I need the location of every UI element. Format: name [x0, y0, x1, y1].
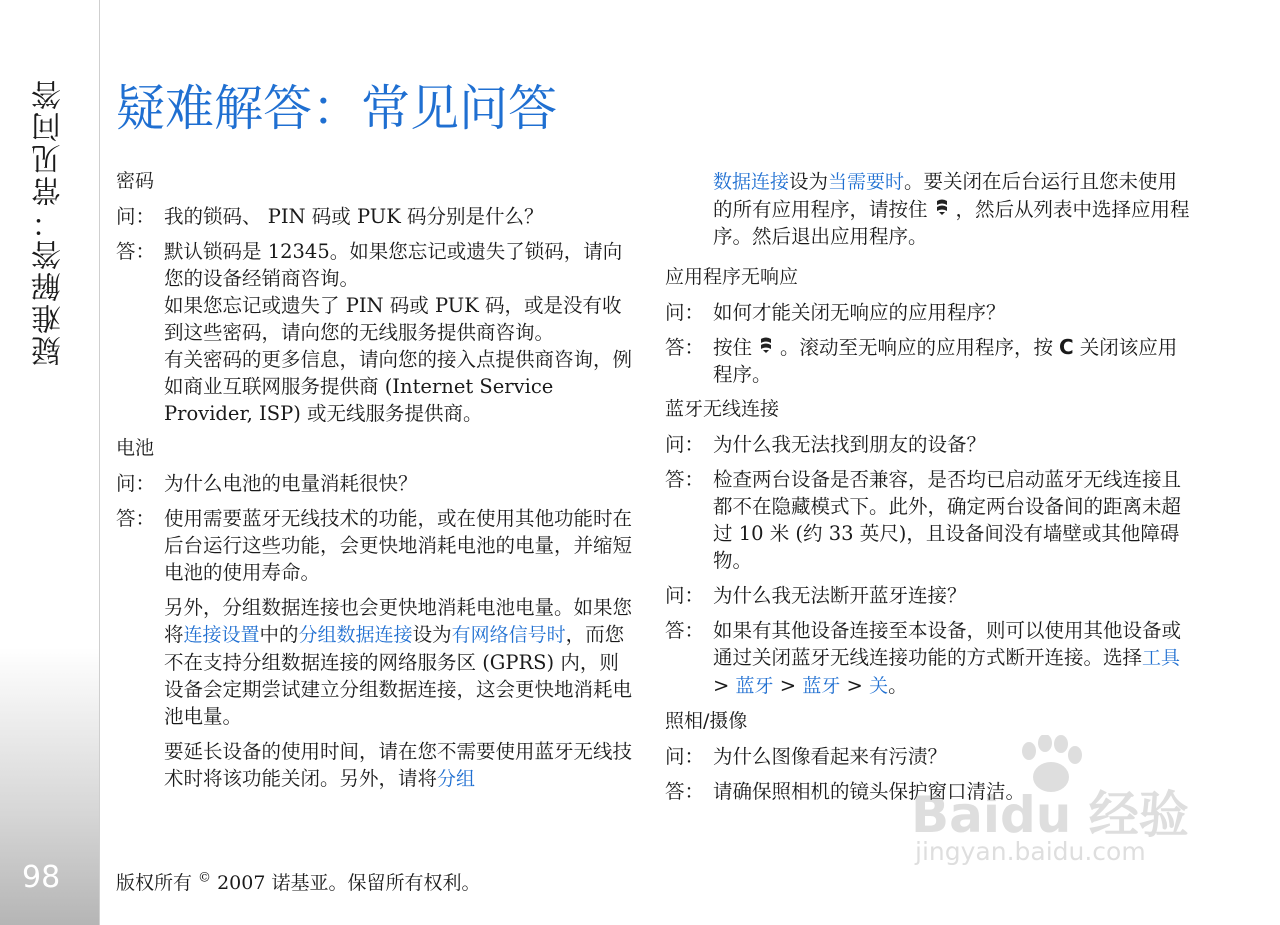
- menu-key-icon: [758, 334, 774, 361]
- left-column: [116, 168, 636, 801]
- section-title-battery: 电池: [116, 437, 155, 459]
- right-column: [665, 168, 1195, 813]
- answer-label: 答：: [665, 780, 705, 803]
- watermark-url: jingyan.baidu.com: [915, 837, 1146, 866]
- answer-label: 答：: [116, 240, 156, 263]
- link-bluetooth[interactable]: 蓝牙: [735, 675, 774, 697]
- link-data-connection[interactable]: 数据连接: [713, 171, 790, 193]
- question-label: 问：: [665, 745, 705, 768]
- answer-block: [116, 238, 636, 427]
- question-label: 问：: [665, 301, 705, 324]
- answer-label: 答：: [665, 619, 705, 642]
- answer-text: 请确保照相机的镜头保护窗口清洁。: [713, 780, 1026, 803]
- question-text: 为什么电池的电量消耗很快？: [164, 472, 418, 495]
- answer-paragraph: 有关密码的更多信息，请向您的接入点提供商咨询，例如商业互联网服务提供商 (Internet Service Provider, ISP) 或无线服务提供商。: [164, 348, 633, 425]
- question-label: 问：: [116, 472, 156, 495]
- answer-paragraph: 另外，分组数据连接也会更快地消耗电池电量。如果您将连接设置中的分组数据连接设为有网络信号时，而您不在支持分组数据连接的网络服务区 (GPRS) 内，则设备会定期尝试建立分组数据连接，这会更快地消耗电池电量。: [164, 596, 633, 728]
- question-block: [116, 203, 636, 230]
- answer-paragraph: 使用需要蓝牙无线技术的功能，或在使用其他功能时在后台运行这些功能，会更快地消耗电池的电量，并缩短电池的使用寿命。: [164, 507, 633, 584]
- question-label: 问：: [116, 205, 156, 228]
- link-when-available[interactable]: 有网络信号时: [451, 624, 566, 646]
- answer-block: [116, 505, 636, 793]
- page-title: 疑难解答：常见问答: [116, 80, 558, 137]
- link-connection-settings[interactable]: 连接设置: [183, 624, 260, 646]
- section-title-password: 密码: [116, 170, 155, 192]
- answer-block: [665, 466, 1195, 574]
- watermark-text: Baidu 经验: [911, 786, 1189, 844]
- clear-key-icon: C: [1059, 335, 1074, 359]
- link-tools[interactable]: 工具: [1142, 647, 1181, 669]
- question-block: [116, 470, 636, 497]
- link-bluetooth-setting[interactable]: 蓝牙: [802, 675, 841, 697]
- answer-text: 如果有其他设备连接至本设备，则可以使用其他设备或通过关闭蓝牙无线连接功能的方式断开连接。选择工具 > 蓝牙 > 蓝牙 > 关。: [713, 619, 1182, 697]
- sidebar: [0, 0, 100, 925]
- sidebar-title: 疑难解答：常见问答: [32, 78, 67, 366]
- question-text: 为什么图像看起来有污渍？: [713, 745, 948, 768]
- link-packet-data-connection[interactable]: 分组数据连接: [298, 624, 413, 646]
- baidu-watermark: [905, 735, 1205, 870]
- question-label: 问：: [665, 584, 705, 607]
- answer-text: 检查两台设备是否兼容，是否均已启动蓝牙无线连接且都不在隐藏模式下。此外，确定两台设备间的距离未超过 10 米 (约 33 英尺)，且设备间没有墙壁或其他障碍物。: [713, 468, 1182, 572]
- answer-text: 按住 。滚动至无响应的应用程序，按 C 关闭该应用程序。: [713, 335, 1178, 386]
- question-text: 我的锁码、 PIN 码或 PUK 码分别是什么？: [164, 205, 544, 228]
- question-label: 问：: [665, 433, 705, 456]
- answer-block: [665, 617, 1195, 700]
- question-block: [665, 431, 1195, 458]
- question-text: 为什么我无法断开蓝牙连接？: [713, 584, 967, 607]
- section-title-bluetooth: 蓝牙无线连接: [665, 398, 780, 420]
- section-title-camera: 照相/摄像: [665, 710, 748, 732]
- answer-label: 答：: [665, 468, 705, 491]
- page-number: 98: [22, 860, 61, 895]
- question-text: 为什么我无法找到朋友的设备？: [713, 433, 987, 456]
- answer-paragraph: 如果您忘记或遗失了 PIN 码或 PUK 码，或是没有收到这些密码，请向您的无线服务提供商咨询。: [164, 294, 622, 344]
- answer-block: [665, 334, 1195, 388]
- link-off[interactable]: 关: [869, 675, 889, 697]
- question-text: 如何才能关闭无响应的应用程序？: [713, 301, 1006, 324]
- answer-label: 答：: [665, 336, 705, 359]
- question-block: [665, 299, 1195, 326]
- menu-key-icon: [934, 196, 950, 223]
- link-packet[interactable]: 分组: [437, 768, 476, 790]
- link-when-needed[interactable]: 当需要时: [828, 171, 905, 193]
- answer-label: 答：: [116, 507, 156, 530]
- question-block: [665, 582, 1195, 609]
- answer-paragraph: 要延长设备的使用时间，请在您不需要使用蓝牙无线技术时将该功能关闭。另外，请将分组: [164, 740, 633, 790]
- section-title-not-responding: 应用程序无响应: [665, 266, 799, 288]
- copyright-footer: 版权所有 © 2007 诺基亚。保留所有权利。: [116, 870, 481, 894]
- answer-paragraph: 默认锁码是 12345。如果您忘记或遗失了锁码，请向您的设备经销商咨询。: [164, 240, 623, 290]
- continued-paragraph: 数据连接设为当需要时。要关闭在后台运行且您未使用的所有应用程序，请按住 ，然后从列表中选择应用程序。然后退出应用程序。: [713, 170, 1190, 248]
